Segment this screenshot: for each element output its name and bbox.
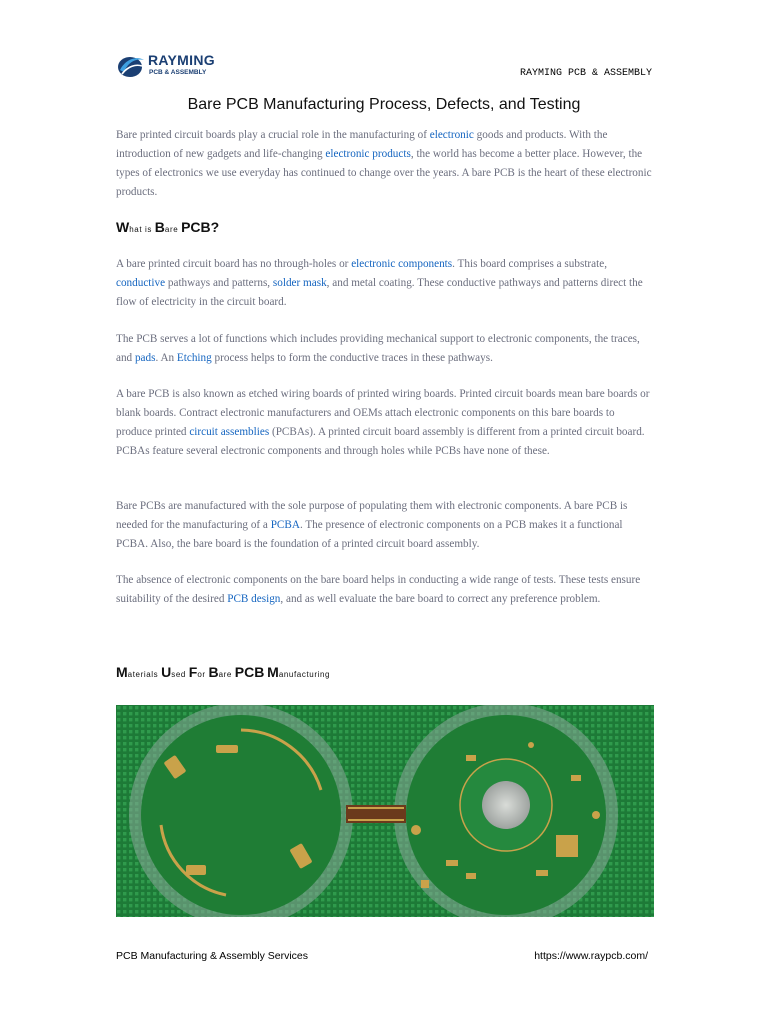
link-pads[interactable]: pads (134, 352, 156, 364)
heading-cap: B (154, 219, 165, 235)
text-span: . This board comprises a substrate, (452, 258, 607, 270)
pcb-pad (216, 745, 238, 753)
text-span: . An (155, 352, 177, 364)
text-span: The PCB serves a lot of functions which includes providing mechanical support to electronic components, the traces, and (116, 333, 640, 364)
paragraph-etched-wiring (116, 385, 652, 461)
section-what-is-bare-pcb (116, 219, 652, 235)
header-company-name: RAYMING PCB & ASSEMBLY (519, 68, 652, 79)
heading-cap: U (161, 664, 172, 680)
pcb-pad (536, 870, 548, 876)
paragraph-pcb-functions (116, 330, 652, 368)
heading-cap: F (188, 664, 198, 680)
text-span: Bare printed circuit boards play a crucial role in the manufacturing of (116, 129, 430, 141)
heading-cap: W (116, 219, 130, 235)
logo-brand-text: RAYMING (148, 52, 215, 68)
text-span: The absence of electronic components on the bare board helps in conducting a wide range of tests. These tests ensure suitability of the desired (116, 574, 641, 605)
heading-cap: M (267, 664, 279, 680)
intro-section (116, 126, 652, 202)
pcb-pad (466, 873, 476, 879)
company-logo (116, 50, 226, 82)
link-pcba[interactable]: PCBA (270, 519, 300, 531)
pcb-pad (466, 755, 476, 761)
intro-paragraph (116, 126, 652, 202)
logo-tagline: PCB & ASSEMBLY (149, 69, 207, 76)
pcb-flex-stripe (348, 807, 404, 809)
pcb-pad (446, 860, 458, 866)
link-electronic-products[interactable]: electronic products (325, 148, 411, 160)
link-electronic-components[interactable]: electronic components (351, 258, 453, 270)
section-heading-materials (116, 664, 652, 680)
paragraph-block-3 (116, 385, 652, 461)
pcb-pad (186, 865, 206, 875)
text-span: (PCBAs). A printed circuit board assembly is different from a printed circuit board. PCBAs feature several electronic components and through holes while PCBs have none of these. (116, 426, 645, 457)
text-span: , and metal coating. These conductive pathways and patterns direct the flow of electricity in the circuit board. (116, 277, 643, 308)
text-span: Bare PCBs are manufactured with the sole purpose of populating them with electronic components. A bare PCB is needed for the manufacturing of a (116, 500, 628, 531)
paragraph-block-1 (116, 255, 652, 312)
pcb-via (411, 825, 421, 835)
text-span: pathways and patterns, (165, 277, 273, 289)
paragraph-bare-board-tests (116, 571, 652, 609)
paragraph-bare-pcb-purpose (116, 497, 652, 554)
page-title: Bare PCB Manufacturing Process, Defects, and Testing (187, 96, 581, 113)
pcb-left-board (141, 715, 341, 915)
paragraph-bare-pcb-definition (116, 255, 652, 312)
pcb-chip-pad (556, 835, 578, 857)
heading-small: aterials (127, 670, 162, 679)
link-circuit-assemblies[interactable]: circuit assemblies (189, 426, 270, 438)
heading-cap: PCB (234, 664, 265, 680)
text-span: , the world has become a better place. However, the types of electronics we use everyday has continued to change over the years. A bare PCB is the heart of these electronic products. (116, 148, 652, 198)
text-span: A bare PCB is also known as etched wiring boards of printed wiring boards. Printed circuit boards mean bare boards or blank boards. Contract electronic manufacturers and OEMs attach electronic components on this bare boards to produce printed (116, 388, 650, 438)
footer-services-text: PCB Manufacturing & Assembly Services (116, 950, 308, 962)
pcb-via (592, 811, 600, 819)
pcb-pad (421, 880, 429, 888)
heading-small: are (218, 670, 235, 679)
pcb-center-hole (482, 781, 530, 829)
link-etching[interactable]: Etching (176, 352, 212, 364)
heading-small: sed (171, 670, 189, 679)
paragraph-block-2 (116, 330, 652, 368)
footer-website-link[interactable]: https://www.raypcb.com/ (534, 950, 648, 962)
logo-swoosh-icon (116, 52, 146, 80)
link-pcb-design[interactable]: PCB design (227, 593, 281, 605)
text-span: goods and products. With the introduction of new gadgets and life-changing (116, 129, 608, 160)
pcb-photo (116, 705, 654, 917)
paragraph-block-4 (116, 497, 652, 554)
paragraph-block-5 (116, 571, 652, 609)
heading-cap: PCB? (181, 219, 220, 235)
heading-cap: B (208, 664, 219, 680)
text-span: , and as well evaluate the bare board to correct any preference problem. (280, 593, 601, 605)
section-materials (116, 664, 652, 680)
text-span: process helps to form the conductive traces in these pathways. (211, 352, 493, 364)
section-heading-what-is-bare-pcb (116, 219, 652, 235)
heading-small: or (197, 670, 209, 679)
heading-small: hat is (129, 225, 155, 234)
link-electronic[interactable]: electronic (429, 129, 474, 141)
pcb-pad (571, 775, 581, 781)
heading-cap: M (116, 664, 128, 680)
heading-small: anufacturing (278, 670, 331, 679)
text-span: . The presence of electronic components on a PCB makes it a functional PCBA. Also, the bare board is the foundation of a printed circuit board assembly. (116, 519, 623, 550)
pcb-flex-stripe (348, 819, 404, 821)
link-solder-mask[interactable]: solder mask (272, 277, 327, 289)
text-span: A bare printed circuit board has no through-holes or (116, 258, 352, 270)
pcb-via (528, 742, 534, 748)
heading-small: are (164, 225, 182, 234)
link-conductive[interactable]: conductive (116, 277, 166, 289)
